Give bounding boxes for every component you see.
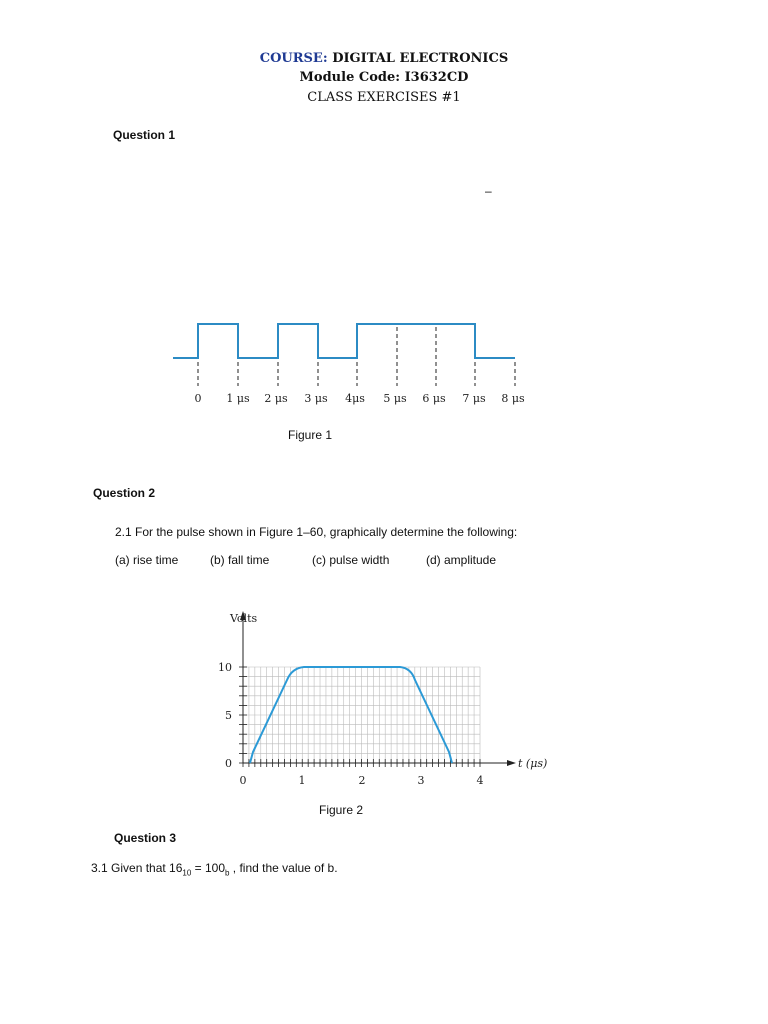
q3-text-mid: = 100 <box>191 861 226 875</box>
graph-grid <box>243 667 480 763</box>
x-axis-label: t (μs) <box>518 757 548 770</box>
q3-text-end: , find the value of b. <box>229 861 338 875</box>
tick-label-4: 4μs <box>345 392 365 405</box>
question-3-title: Question 3 <box>114 831 177 845</box>
tick-label-1: 1 μs <box>226 392 250 405</box>
tick-label-7: 7 μs <box>462 392 486 405</box>
tick-label-6: 6 μs <box>422 392 446 405</box>
option-a: (a) rise time <box>115 553 179 567</box>
course-name: DIGITAL ELECTRONICS <box>332 51 509 66</box>
option-b: (b) fall time <box>210 553 270 567</box>
tick-label-3: 3 μs <box>304 392 328 405</box>
figure-1-caption: Figure 1 <box>288 428 333 442</box>
question-1-title: Question 1 <box>113 128 176 142</box>
q3-subscript-base-b: b <box>225 868 230 878</box>
x-axis-arrow <box>507 760 516 766</box>
y-tick-0: 0 <box>225 757 232 770</box>
stray-mark: – <box>485 184 492 198</box>
module-code: Module Code: I3632CD <box>299 70 469 85</box>
question-2-title: Question 2 <box>93 486 156 500</box>
axis-minor-ticks <box>239 667 480 767</box>
y-tick-5: 5 <box>225 709 232 722</box>
y-axis-label: Volts <box>230 612 258 625</box>
q3-subscript-base-10: 10 <box>182 868 192 878</box>
x-tick-0: 0 <box>239 774 247 787</box>
tick-label-2: 2 μs <box>264 392 288 405</box>
x-tick-1: 1 <box>298 774 306 787</box>
exercise-title: CLASS EXERCISES #1 <box>307 90 461 105</box>
option-d: (d) amplitude <box>426 553 497 567</box>
y-tick-10: 10 <box>218 661 232 674</box>
figure-2-caption: Figure 2 <box>319 803 364 817</box>
x-tick-4: 4 <box>476 774 484 787</box>
x-tick-2: 2 <box>358 774 366 787</box>
course-label: COURSE: <box>259 51 328 66</box>
q3-text-start: 3.1 Given that 16 <box>91 861 183 875</box>
question-3-text <box>91 861 338 877</box>
x-tick-3: 3 <box>417 774 425 787</box>
tick-label-8: 8 μs <box>501 392 525 405</box>
tick-label-0: 0 <box>194 392 202 405</box>
option-c: (c) pulse width <box>312 553 390 567</box>
tick-label-5: 5 μs <box>383 392 407 405</box>
question-2-prompt: 2.1 For the pulse shown in Figure 1–60, graphically determine the following: <box>115 525 518 539</box>
